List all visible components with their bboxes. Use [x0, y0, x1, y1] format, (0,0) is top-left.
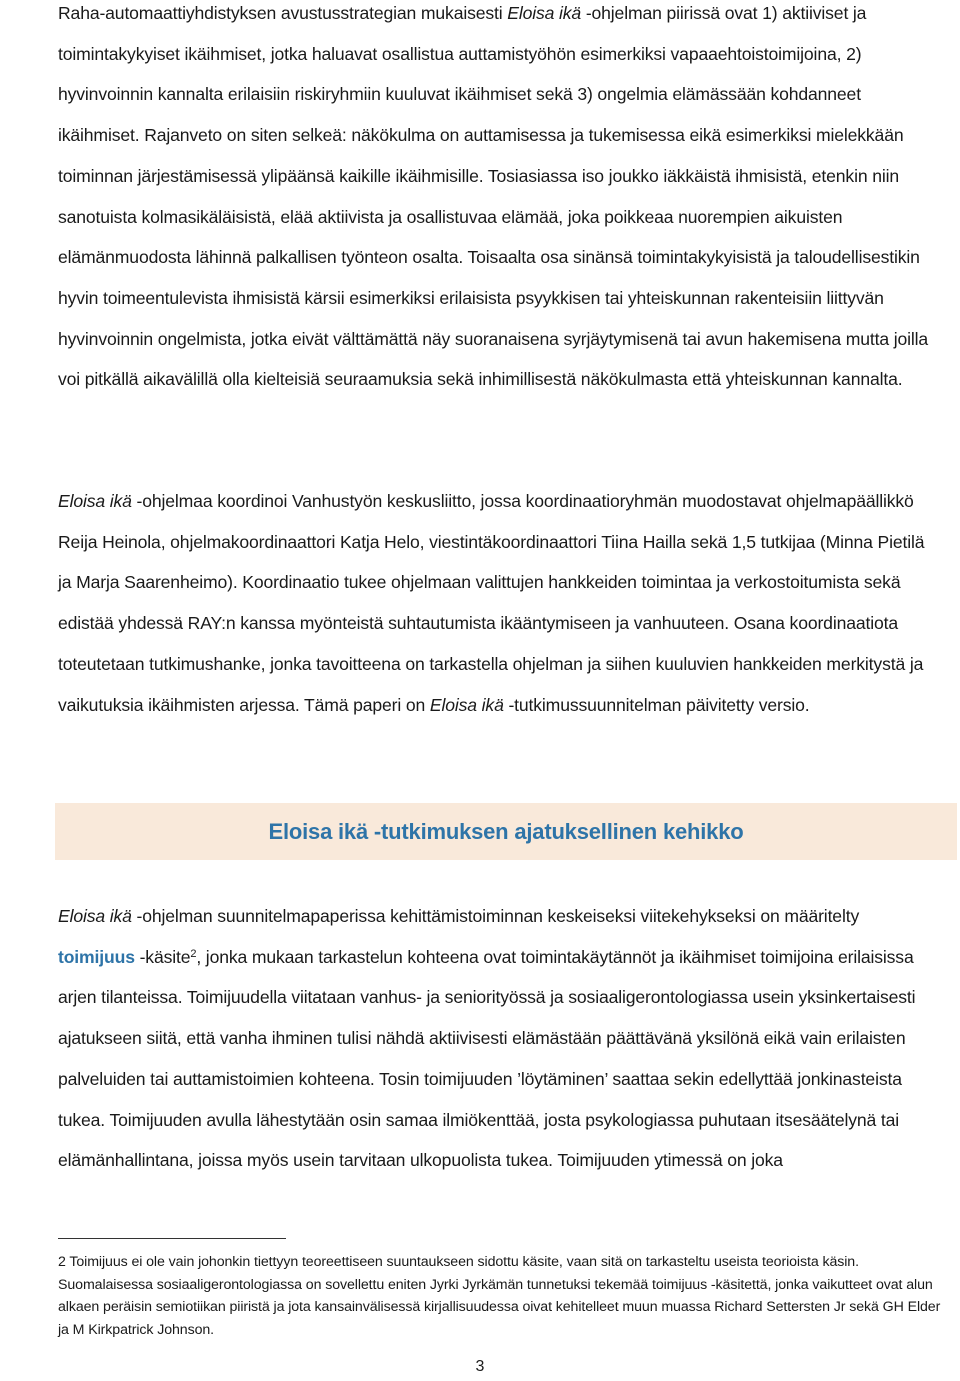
footnote-number: 2	[58, 1254, 66, 1270]
footnote	[58, 1251, 942, 1341]
key-term: toimijuus	[58, 946, 135, 967]
section-heading-band	[55, 803, 957, 860]
paragraph-agency: Eloisa ikä -ohjelman suunnitelmapaperissa kehittämistoiminnan keskeiseksi viitekehykseksi on määritelty toimijuus -käsite$^2$, jonka mukaan tarkastelun kohteena ovat toimintakäytännöt ja ikäihmiset toimijoina erilaisissa arjen tilanteissa. Toimijuudella viitataan vanhus- ja seniorityössä ja sosiaaligerontologiassa usein yksinkertaisesti ajatukseen siitä, että vanha ihminen tulisi nähdä aktiivisesti elämästään päättävänä yksilönä eikä vain erilaisten palveluiden tai auttamistoimien kohteena. Tosin toimijuuden ’löytäminen’ saattaa sekin edellyttää jonkinasteista tukea. Toimijuuden avulla lähestytään osin samaa ilmiökenttää, josta psykologiassa puhutaan itsesäätelynä tai elämänhallintana, joissa myös usein tarvitaan ulkopuolista tukea. Toimijuuden ytimessä on joka	[58, 906, 916, 1171]
footnote-reference[interactable]: 2	[190, 947, 197, 960]
paragraph-coordination: Eloisa ikä -ohjelmaa koordinoi Vanhustyön keskusliitto, jossa koordinaatioryhmän muodostavat ohjelmapäällikkö Reija Heinola, ohjelmakoordinaattori Katja Helo, viestintäkoordinaattori Tiina Hailla sekä 1,5 tutkijaa (Minna Pietilä ja Marja Saarenheimo). Koordinaatio tukee ohjelmaan valittujen hankkeiden toimintaa ja verkostoitumista sekä edistää yhdessä RAY:n kanssa myönteistä suhtautumista ikääntymiseen ja vanhuuteen. Osana koordinaatiota toteutetaan tutkimushanke, jonka tavoitteena on tarkastella ohjelman ja siihen kuuluvien hankkeiden merkitystä ja vaikutuksia ikäihmisten arjessa. Tämä paperi on Eloisa ikä -tutkimussuunnitelman päivitetty versio.	[58, 491, 925, 715]
footnote-text: Toimijuus ei ole vain johonkin tiettyyn teoreettiseen suuntaukseen sidottu käsite, vaan sitä on tarkasteltu useista teorioista käsin. Suomalaisessa sosiaaligerontologiassa on sovellettu eniten Jyrki Jyrkämän tunnetuksi tekemää toimijuus -käsitettä, jonka vaikutteet ovat alun alkaen peräisin semiotiikan piiristä ja jota kansainvälisessä kirjallisuudessa oivat kehitelleet muun muassa Richard Settersten Jr sekä GH Elder ja M Kirkpatrick Johnson.	[58, 1254, 941, 1338]
page-number: 3	[475, 1358, 485, 1375]
program-name: Eloisa ikä	[429, 694, 504, 715]
program-name: Eloisa ikä	[58, 906, 132, 926]
paragraph-target-groups: Raha-automaattiyhdistyksen avustusstrategian mukaisesti Eloisa ikä -ohjelman piirissä ovat 1) aktiiviset ja toimintakykyiset ikäihmiset, jotka haluavat osallistua auttamistyöhön esimerkiksi vapaaehtoistoimijoina, 2) hyvinvoinnin kannalta erilaisiin riskiryhmiin kuuluvat ikäihmiset sekä 3) ongelmia elämässään kohdanneet ikäihmiset. Rajanveto on siten selkeä: näkökulma on auttamisessa ja tukemisessa eikä esimerkiksi mielekkään toiminnan järjestämisessä ylipäänsä kaikille ikäihmisille. Tosiasiassa iso joukko iäkkäistä ihmisistä, etenkin niin sanotuista kolmasikäläisistä, elää aktiivista ja osallistuvaa elämää, joka poikkeaa nuorempien aikuisten elämänmuodosta lähinnä palkallisen työnteon osalta. Toisaalta osa sinänsä toimintakykyisistä ja taloudellisestikin hyvin toimeentulevista ihmisistä kärsii esimerkiksi erilaisista psyykkisen tai yhteiskunnan rakenteisiin liittyvän hyvinvoinnin ongelmista, jotka eivät välttämättä näy suoranaisena syrjäytymisenä tai avun hakemisena mutta joilla voi pitkällä aikavälillä olla kielteisiä seuraamuksia sekä inhimillisestä näkökulmasta että yhteiskunnan kannalta.	[58, 3, 929, 390]
program-name: Eloisa ikä	[507, 3, 582, 23]
footnote-separator	[58, 1238, 286, 1239]
program-name: Eloisa ikä	[58, 491, 132, 511]
section-heading: Eloisa ikä -tutkimuksen ajatuksellinen kehikko	[268, 819, 744, 844]
